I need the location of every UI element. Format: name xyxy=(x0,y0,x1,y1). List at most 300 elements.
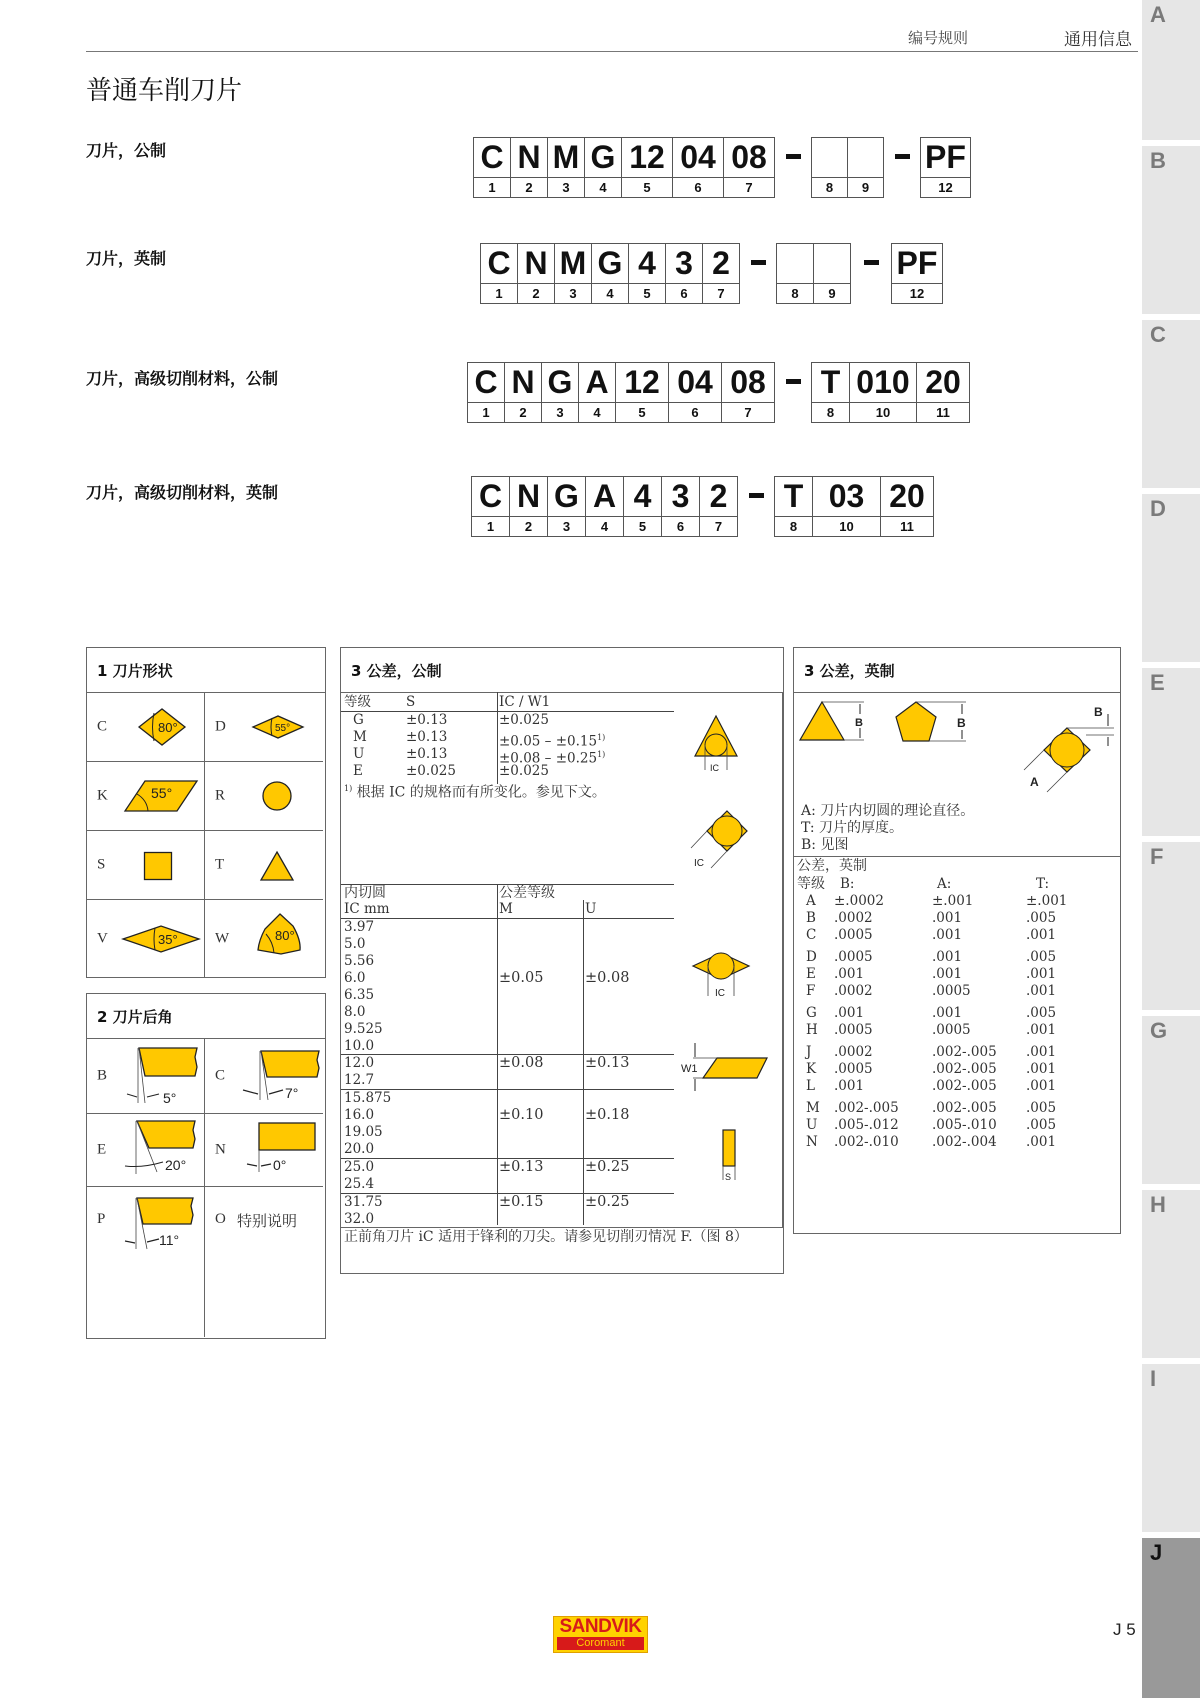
col-head-m: M xyxy=(499,901,513,917)
inch-grade-cell: A xyxy=(806,893,816,909)
footnote: $^{1)}$ 根据 IC 的规格而有所变化。参见下文。 xyxy=(344,784,606,801)
shape-code: K xyxy=(97,787,108,804)
code-label-superhard-inch: 刀片，高级切削材料，英制 xyxy=(86,483,279,502)
inch-grade-cell: K xyxy=(806,1061,817,1077)
inch-a-tol-cell: .002-.005 xyxy=(932,1078,997,1094)
square-ab-diagram xyxy=(1022,698,1118,798)
code-pos: 7 xyxy=(745,180,753,195)
code-char: 12 xyxy=(616,363,668,403)
code-pos: 2 xyxy=(519,405,527,420)
code-char: 010 xyxy=(850,363,916,403)
col-head-tol-class: 公差等级 xyxy=(499,885,555,901)
triangle-ic-diagram xyxy=(691,714,741,776)
code-pos: 2 xyxy=(532,286,540,301)
inch-grade-cell: U xyxy=(806,1117,818,1133)
code-char: 2 xyxy=(700,477,737,517)
code-pos: 1 xyxy=(482,405,490,420)
clearance-code: O xyxy=(215,1211,226,1227)
code-group-chipbreaker xyxy=(891,243,943,304)
inch-a-tol-cell: .0005 xyxy=(932,983,971,999)
tab-label: D xyxy=(1150,496,1166,521)
code-pos: 4 xyxy=(606,286,614,301)
u-tol-cell: ±0.25 xyxy=(585,1194,630,1210)
inch-b-tol-cell: .002-.005 xyxy=(834,1100,899,1116)
svg-text:55°: 55° xyxy=(275,723,291,734)
inch-a-tol-cell: .001 xyxy=(932,1005,963,1021)
code-char: 4 xyxy=(629,244,665,284)
ic-tol-cell: ±0.025 xyxy=(499,712,549,728)
inch-b-tol-cell: .005-.012 xyxy=(834,1117,899,1133)
rhombus-ic-diagram xyxy=(691,950,751,1004)
code-char: 20 xyxy=(881,477,933,517)
code-pos: 12 xyxy=(938,180,953,195)
code-label-superhard-metric: 刀片，高级切削材料，公制 xyxy=(86,369,279,388)
clearance-7-icon xyxy=(241,1048,321,1108)
sandvik-coromant-logo xyxy=(553,1616,648,1653)
code-pos: 12 xyxy=(909,286,925,301)
code-char: 2 xyxy=(703,244,739,284)
ic-size-list: 15.875 16.0 19.05 20.0 xyxy=(344,1090,392,1157)
table-rule xyxy=(497,692,498,784)
svg-text:S: S xyxy=(725,1172,732,1182)
svg-text:B: B xyxy=(855,717,863,729)
inch-a-tol-cell: .001 xyxy=(932,949,963,965)
col-head-b: B: xyxy=(840,876,855,892)
code-pos: 6 xyxy=(676,519,685,534)
tab-e[interactable] xyxy=(1142,668,1200,836)
code-dash xyxy=(775,362,811,401)
panel-title: 3 公差，公制 xyxy=(341,648,783,693)
code-pos: 6 xyxy=(694,180,702,195)
code-char: C xyxy=(481,244,517,284)
svg-text:A: A xyxy=(1030,775,1039,789)
legend: A: 刀片内切圆的理论直径。 T: 刀片的厚度。 B: 见图 xyxy=(801,803,975,853)
inch-a-tol-cell: .005-.010 xyxy=(932,1117,997,1133)
trigon-80-icon xyxy=(255,912,305,962)
inch-a-tol-cell: .002-.004 xyxy=(932,1134,997,1150)
svg-text:IC: IC xyxy=(715,988,725,999)
header-chapter: 通用信息 xyxy=(1064,30,1132,49)
inch-grade-cell: N xyxy=(806,1134,818,1150)
rhombus-35-icon xyxy=(121,922,201,956)
col-head-s: S xyxy=(406,694,416,710)
shape-grid xyxy=(87,693,325,978)
inch-t-tol-cell: .005 xyxy=(1026,1117,1057,1133)
ic-tol-cell: ±0.025 xyxy=(499,763,549,779)
code-dash xyxy=(740,243,776,282)
inch-grade-cell: E xyxy=(806,966,816,982)
col-head-t: T: xyxy=(1036,876,1050,892)
code-char: 04 xyxy=(669,363,721,403)
svg-text:IC: IC xyxy=(694,858,704,869)
code-group-chipbreaker xyxy=(920,137,971,198)
code-char xyxy=(777,244,813,284)
code-char: 3 xyxy=(666,244,702,284)
code-pos: 11 xyxy=(900,519,914,534)
u-tol-cell: ±0.18 xyxy=(585,1107,630,1123)
code-char: G xyxy=(548,477,585,517)
code-group-main xyxy=(480,243,740,304)
inch-grade-cell: D xyxy=(806,949,817,965)
code-char: 08 xyxy=(724,138,774,178)
panel-title: 2 刀片后角 xyxy=(87,994,325,1039)
inch-t-tol-cell: .001 xyxy=(1026,983,1057,999)
inch-t-tol-cell: .005 xyxy=(1026,949,1057,965)
clearance-code: B xyxy=(97,1067,108,1084)
parallelogram-55-icon xyxy=(123,778,199,814)
shape-r xyxy=(205,762,323,831)
code-char xyxy=(812,138,847,178)
code-superhard-inch xyxy=(471,476,934,537)
code-char: G xyxy=(542,363,578,403)
code-pos: 6 xyxy=(691,405,699,420)
code-char: PF xyxy=(921,138,970,178)
code-char: N xyxy=(511,138,547,178)
inch-a-tol-cell: .0005 xyxy=(932,1022,971,1038)
m-tol-cell: ±0.15 xyxy=(499,1194,544,1210)
code-pos: 4 xyxy=(593,405,601,420)
clearance-b xyxy=(87,1039,205,1114)
grade-cell: G xyxy=(353,712,364,728)
code-pos: 2 xyxy=(525,180,533,195)
code-pos: 5 xyxy=(638,405,646,420)
ic-size-list: 31.75 32.0 xyxy=(344,1194,383,1227)
inch-a-tol-cell: .002-.005 xyxy=(932,1100,997,1116)
code-pos: 10 xyxy=(839,519,854,534)
code-char xyxy=(814,244,850,284)
code-pos: 8 xyxy=(791,286,799,301)
inch-t-tol-cell: .005 xyxy=(1026,1005,1057,1021)
grade-cell: U xyxy=(353,746,365,762)
tab-label: H xyxy=(1150,1192,1166,1217)
inch-t-tol-cell: .001 xyxy=(1026,1022,1057,1038)
tab-c[interactable] xyxy=(1142,320,1200,488)
code-pos: 2 xyxy=(524,519,533,534)
inch-t-tol-cell: .001 xyxy=(1026,1134,1057,1150)
svg-text:W1: W1 xyxy=(681,1063,698,1075)
svg-text:7°: 7° xyxy=(285,1085,299,1101)
code-pos: 9 xyxy=(828,286,836,301)
clearance-code: C xyxy=(215,1067,226,1084)
inch-a-tol-cell: .001 xyxy=(932,910,963,926)
code-label-inch: 刀片，英制 xyxy=(86,249,167,268)
code-inch xyxy=(480,243,943,304)
bottom-note: 正前角刀片 iC 适用于锋利的刀尖。请参见切削刃情况 F.（图 8） xyxy=(344,1229,748,1245)
code-char: M xyxy=(548,138,584,178)
m-tol-cell: ±0.05 xyxy=(499,970,544,986)
clearance-note: 特别说明 xyxy=(237,1214,298,1230)
clearance-5-icon xyxy=(125,1045,205,1111)
shape-code: T xyxy=(215,856,225,873)
code-char: A xyxy=(586,477,623,517)
code-pos: 3 xyxy=(562,519,571,534)
code-char: A xyxy=(579,363,615,403)
svg-text:B: B xyxy=(1094,705,1103,719)
shape-code: S xyxy=(97,856,106,873)
grade-cell: M xyxy=(353,729,367,745)
inch-grade-cell: B xyxy=(806,910,816,926)
svg-text:80°: 80° xyxy=(275,928,295,943)
ic-size-list: 12.0 12.7 xyxy=(344,1055,375,1088)
clearance-grid xyxy=(87,1039,325,1337)
inch-b-tol-cell: .0005 xyxy=(834,1022,873,1038)
code-dash xyxy=(738,476,774,515)
shape-code: V xyxy=(97,930,108,947)
code-char: T xyxy=(775,477,812,517)
tab-g[interactable] xyxy=(1142,1016,1200,1184)
m-tol-cell: ±0.10 xyxy=(499,1107,544,1123)
code-char: 4 xyxy=(624,477,661,517)
panel-border xyxy=(782,693,783,1227)
panel-title: 3 公差，英制 xyxy=(794,648,1120,693)
code-group-main xyxy=(471,476,738,537)
svg-text:55°: 55° xyxy=(151,785,173,801)
square-ic-diagram xyxy=(687,808,753,878)
clearance-0-icon xyxy=(245,1120,321,1180)
code-char: PF xyxy=(892,244,942,284)
code-pos: 4 xyxy=(600,519,609,534)
code-char: N xyxy=(510,477,547,517)
code-pos: 10 xyxy=(875,405,891,420)
round-insert-icon xyxy=(261,780,293,812)
code-dash xyxy=(775,137,811,176)
header-section: 编号规则 xyxy=(908,31,969,47)
rhombus-55-icon xyxy=(251,713,305,741)
s-tol-cell: ±0.13 xyxy=(406,746,448,762)
col-head-ic: IC / W1 xyxy=(499,694,551,710)
code-pos: 5 xyxy=(643,180,651,195)
shape-k xyxy=(87,762,205,831)
inch-b-tol-cell: ±.0002 xyxy=(834,893,884,909)
code-char xyxy=(848,138,883,178)
table-rule xyxy=(794,856,1120,857)
tab-j[interactable] xyxy=(1142,1538,1200,1698)
tab-label: F xyxy=(1150,844,1164,869)
code-pos: 4 xyxy=(599,180,607,195)
code-group-edge xyxy=(811,362,970,423)
logo-text: SANDVIK xyxy=(559,1616,642,1637)
shape-d xyxy=(205,693,323,762)
s-tol-cell: ±0.13 xyxy=(406,712,448,728)
code-pos: 8 xyxy=(825,180,834,195)
triangle-insert-icon xyxy=(259,850,295,882)
svg-text:80°: 80° xyxy=(158,720,178,735)
shape-code: D xyxy=(215,718,226,735)
u-tol-cell: ±0.08 xyxy=(585,970,630,986)
svg-text:5°: 5° xyxy=(163,1090,177,1106)
inch-b-tol-cell: .001 xyxy=(834,966,865,982)
clearance-c xyxy=(205,1039,323,1114)
code-char: C xyxy=(472,477,509,517)
header-divider xyxy=(86,51,1138,52)
code-pos: 7 xyxy=(717,286,725,301)
code-group-optional xyxy=(776,243,851,304)
svg-text:35°: 35° xyxy=(158,932,178,947)
m-tol-cell: ±0.08 xyxy=(499,1055,544,1071)
ic-tol-cell: $\pm 0.05 - \pm 0.15^{1)}$ xyxy=(499,733,606,750)
ic-size-list: 25.0 25.4 xyxy=(344,1159,375,1192)
svg-text:B: B xyxy=(957,716,966,730)
code-char: N xyxy=(505,363,541,403)
code-pos: 7 xyxy=(714,519,723,534)
thickness-s-diagram xyxy=(711,1128,747,1192)
svg-text:20°: 20° xyxy=(165,1157,187,1173)
col-head-grade: 等级 xyxy=(797,876,825,892)
col-head-a: A: xyxy=(937,876,952,892)
code-char: 12 xyxy=(622,138,672,178)
code-pos: 11 xyxy=(936,405,950,420)
tab-d[interactable] xyxy=(1142,494,1200,662)
square-insert-icon xyxy=(143,851,173,881)
clearance-code: N xyxy=(215,1141,226,1158)
triangle-b-diagram xyxy=(798,700,868,746)
inch-b-tol-cell: .001 xyxy=(834,1078,865,1094)
code-char: 04 xyxy=(673,138,723,178)
code-char: C xyxy=(474,138,510,178)
page-title: 普通车削刀片 xyxy=(86,76,243,106)
inch-b-tol-cell: .0005 xyxy=(834,927,873,943)
code-pos: 5 xyxy=(638,519,647,534)
table-rule xyxy=(341,1227,783,1228)
code-pos: 8 xyxy=(789,519,798,534)
inch-a-tol-cell: .001 xyxy=(932,966,963,982)
code-char: 20 xyxy=(917,363,969,403)
inch-grade-cell: G xyxy=(806,1005,817,1021)
code-char: M xyxy=(555,244,591,284)
clearance-o xyxy=(205,1187,323,1337)
inch-b-tol-cell: .002-.010 xyxy=(834,1134,899,1150)
logo-subtext: Coromant xyxy=(557,1637,644,1650)
inch-b-tol-cell: .0002 xyxy=(834,983,873,999)
code-pos: 7 xyxy=(744,405,752,420)
code-label-metric: 刀片，公制 xyxy=(86,141,167,160)
inch-grade-cell: H xyxy=(806,1022,818,1038)
code-pos: 6 xyxy=(680,286,688,301)
inch-t-tol-cell: ±.001 xyxy=(1026,893,1068,909)
code-group-edge xyxy=(774,476,934,537)
tab-label: C xyxy=(1150,322,1166,347)
code-pos: 5 xyxy=(643,286,651,301)
rhombus-80-icon xyxy=(137,707,187,747)
inch-a-tol-cell: .002-.005 xyxy=(932,1061,997,1077)
code-char: G xyxy=(592,244,628,284)
inch-a-tol-cell: ±.001 xyxy=(932,893,974,909)
code-char: 03 xyxy=(813,477,880,517)
shape-t xyxy=(205,831,323,900)
u-tol-cell: ±0.13 xyxy=(585,1055,630,1071)
code-pos: 3 xyxy=(556,405,564,420)
svg-text:0°: 0° xyxy=(273,1157,287,1173)
tab-h[interactable] xyxy=(1142,1190,1200,1358)
code-pos: 3 xyxy=(562,180,570,195)
clearance-angle-panel xyxy=(86,993,326,1339)
tab-i[interactable] xyxy=(1142,1364,1200,1532)
code-char: C xyxy=(468,363,504,403)
code-pos: 8 xyxy=(826,405,835,420)
shape-code: W xyxy=(215,930,230,947)
svg-text:IC: IC xyxy=(710,763,719,773)
table-rule xyxy=(341,918,674,919)
s-tol-cell: ±0.13 xyxy=(406,729,448,745)
clearance-code: P xyxy=(97,1211,106,1227)
inch-grade-cell: M xyxy=(806,1100,820,1116)
inch-b-tol-cell: .0005 xyxy=(834,1061,873,1077)
clearance-20-icon xyxy=(121,1118,205,1182)
code-char: 3 xyxy=(662,477,699,517)
inch-b-tol-cell: .0002 xyxy=(834,1044,873,1060)
table-rule xyxy=(583,900,584,1225)
code-pos: 9 xyxy=(861,180,870,195)
pentagon-b-diagram xyxy=(894,700,970,750)
metric-tolerance-panel xyxy=(340,647,784,1274)
code-char: G xyxy=(585,138,621,178)
page-number: J 5 xyxy=(1113,1620,1136,1639)
m-tol-cell: ±0.13 xyxy=(499,1159,544,1175)
tab-b[interactable] xyxy=(1142,146,1200,314)
shape-code: C xyxy=(97,718,108,735)
tab-label: B xyxy=(1150,148,1166,173)
tab-label: I xyxy=(1150,1366,1157,1391)
col-head-u: U xyxy=(585,901,597,917)
insert-shape-panel xyxy=(86,647,326,978)
code-metric xyxy=(473,137,971,198)
inch-t-tol-cell: .001 xyxy=(1026,1061,1057,1077)
shape-c xyxy=(87,693,205,762)
code-dash xyxy=(884,137,920,176)
code-char: 08 xyxy=(722,363,774,403)
shape-s xyxy=(87,831,205,900)
code-group-main xyxy=(473,137,775,198)
tab-label: E xyxy=(1150,670,1165,695)
code-pos: 1 xyxy=(488,180,496,195)
inch-a-tol-cell: .002-.005 xyxy=(932,1044,997,1060)
inch-b-tol-cell: .001 xyxy=(834,1005,865,1021)
sub-title: 公差，英制 xyxy=(797,858,867,874)
code-dash xyxy=(851,243,891,282)
inch-t-tol-cell: .005 xyxy=(1026,1100,1057,1116)
inch-a-tol-cell: .001 xyxy=(932,927,963,943)
ic-size-list: 3.97 5.0 5.56 6.0 6.35 8.0 9.525 10.0 xyxy=(344,919,383,1054)
clearance-code: E xyxy=(97,1141,107,1158)
u-tol-cell: ±0.25 xyxy=(585,1159,630,1175)
code-pos: 1 xyxy=(486,519,495,534)
inch-grade-cell: L xyxy=(806,1078,815,1094)
ic-tol-cell: $\pm 0.08 - \pm 0.25^{1)}$ xyxy=(499,750,606,767)
tab-label: A xyxy=(1150,2,1166,27)
inch-t-tol-cell: .005 xyxy=(1026,910,1057,926)
inch-t-tol-cell: .001 xyxy=(1026,1078,1057,1094)
panel-title: 1 刀片形状 xyxy=(87,648,325,693)
w1-diagram xyxy=(679,1041,769,1093)
code-char: T xyxy=(812,363,849,403)
clearance-e xyxy=(87,1114,205,1187)
svg-text:11°: 11° xyxy=(159,1232,180,1248)
inch-grade-cell: C xyxy=(806,927,817,943)
tab-f[interactable] xyxy=(1142,842,1200,1010)
tab-label: J xyxy=(1150,1540,1163,1565)
shape-code: R xyxy=(215,787,226,804)
code-group-main xyxy=(467,362,775,423)
code-pos: 3 xyxy=(569,286,577,301)
tab-label: G xyxy=(1150,1018,1168,1043)
inch-b-tol-cell: .0005 xyxy=(834,949,873,965)
inch-t-tol-cell: .001 xyxy=(1026,1044,1057,1060)
col-head-grade: 等级 xyxy=(344,694,371,710)
inch-t-tol-cell: .001 xyxy=(1026,927,1057,943)
clearance-n xyxy=(205,1114,323,1187)
s-tol-cell: ±0.025 xyxy=(406,763,456,779)
tab-a[interactable] xyxy=(1142,0,1200,140)
